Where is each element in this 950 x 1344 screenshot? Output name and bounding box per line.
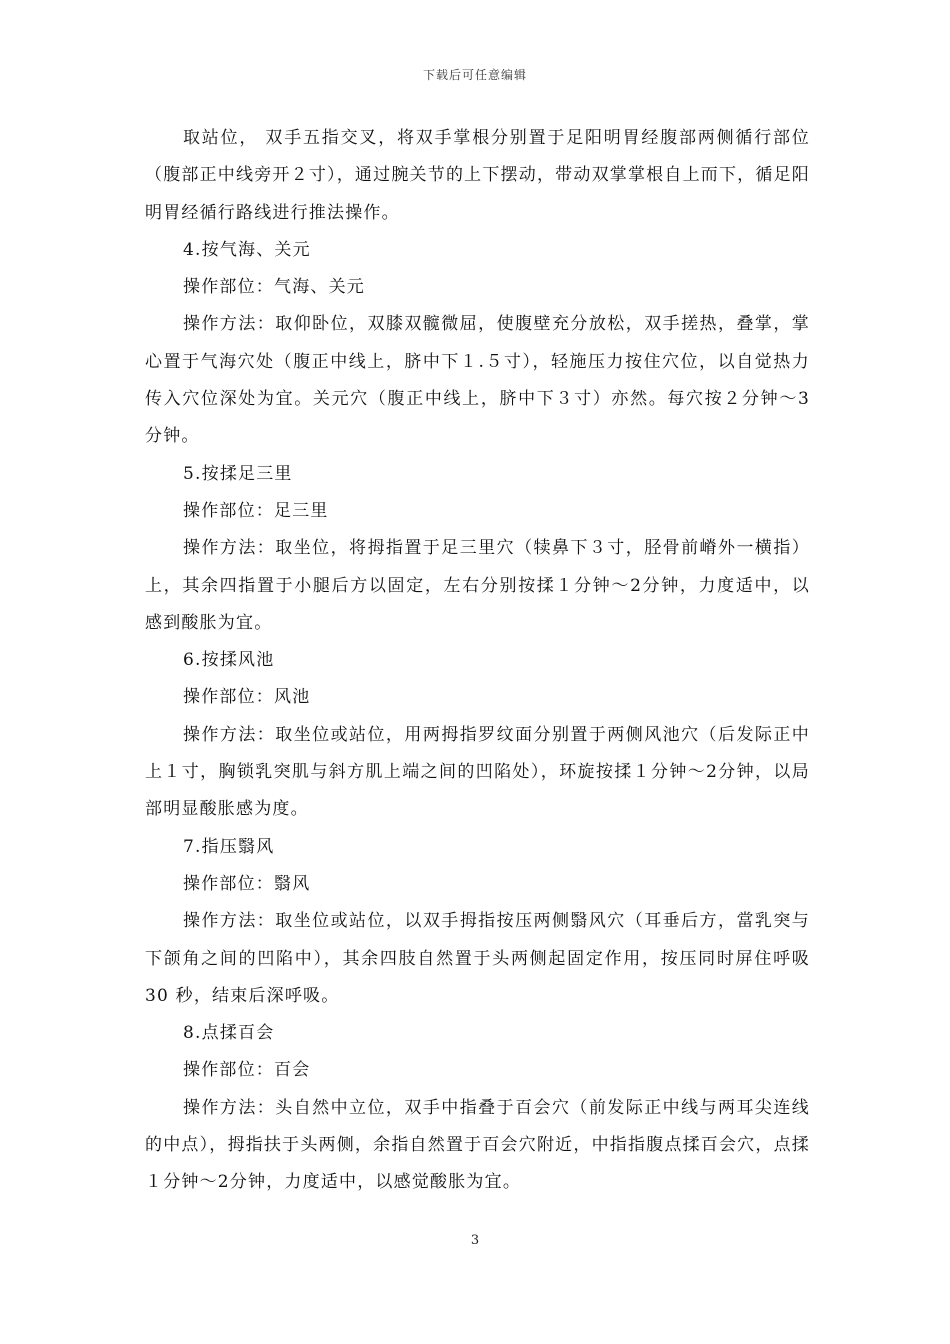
section-heading-baihui: 8.点揉百会 xyxy=(183,1023,275,1044)
section-heading-qihai-guanyuan: 4.按气海、关元 xyxy=(183,239,311,260)
paragraph-push-method: 取站位， 双手五指交叉，将双手掌根分别置于足阳明胃经腹部两侧循行部位（腹部正中线旁开２寸），通过腕关节的上下摆动，带动双掌掌根自上而下，循足阳明胃经循行路线进行推法操作。 xyxy=(145,128,810,223)
operation-site-zusanli: 操作部位：足三里 xyxy=(183,500,329,521)
operation-method-fengchi: 操作方法：取坐位或站位，用两拇指罗纹面分别置于两侧风池穴（后发际正中上１寸，胸锁乳突肌与斜方肌上端之间的凹陷处），环旋按揉１分钟～2分钟，以局部明显酸胀感为度。 xyxy=(145,724,810,820)
operation-method-baihui: 操作方法：头自然中立位，双手中指叠于百会穴（前发际正中线与两耳尖连线的中点），拇指扶于头两侧，余指自然置于百会穴附近，中指指腹点揉百会穴，点揉１分钟～2分钟，力度适中，以感觉酸胀为宜。 xyxy=(145,1097,810,1193)
operation-site-fengchi: 操作部位：风池 xyxy=(183,687,311,708)
page-header: 下载后可任意编辑 xyxy=(422,68,527,82)
page-number: 3 xyxy=(470,1233,480,1248)
section-heading-fengchi: 6.按揉风池 xyxy=(183,650,275,671)
section-heading-yifeng: 7.指压翳风 xyxy=(183,836,275,857)
operation-site-qihai-guanyuan: 操作部位：气海、关元 xyxy=(183,277,365,298)
operation-method-zusanli: 操作方法：取坐位，将拇指置于足三里穴（犊鼻下３寸，胫骨前嵴外一横指）上，其余四指置于小腿后方以固定，左右分别按揉１分钟～2分钟，力度适中，以感到酸胀为宜。 xyxy=(145,538,810,633)
operation-method-qihai-guanyuan: 操作方法：取仰卧位，双膝双髋微屈，使腹壁充分放松，双手搓热，叠掌，掌心置于气海穴处（腹正中线上，脐中下１.５寸），轻施压力按住穴位，以自觉热力传入穴位深处为宜。关元穴（腹正中线上，脐中下３寸）亦然。每穴按２分钟～3分钟。 xyxy=(145,314,810,447)
section-heading-zusanli: 5.按揉足三里 xyxy=(183,463,293,484)
operation-site-baihui: 操作部位：百会 xyxy=(183,1060,311,1081)
operation-site-yifeng: 操作部位：翳风 xyxy=(183,873,311,894)
operation-method-yifeng: 操作方法：取坐位或站位，以双手拇指按压两侧翳风穴（耳垂后方，當乳突与下颌角之间的凹陷中），其余四肢自然置于头两侧起固定作用，按压同时屏住呼吸 30 秒，结束后深呼吸。 xyxy=(145,911,810,1006)
document-body xyxy=(145,120,810,1202)
